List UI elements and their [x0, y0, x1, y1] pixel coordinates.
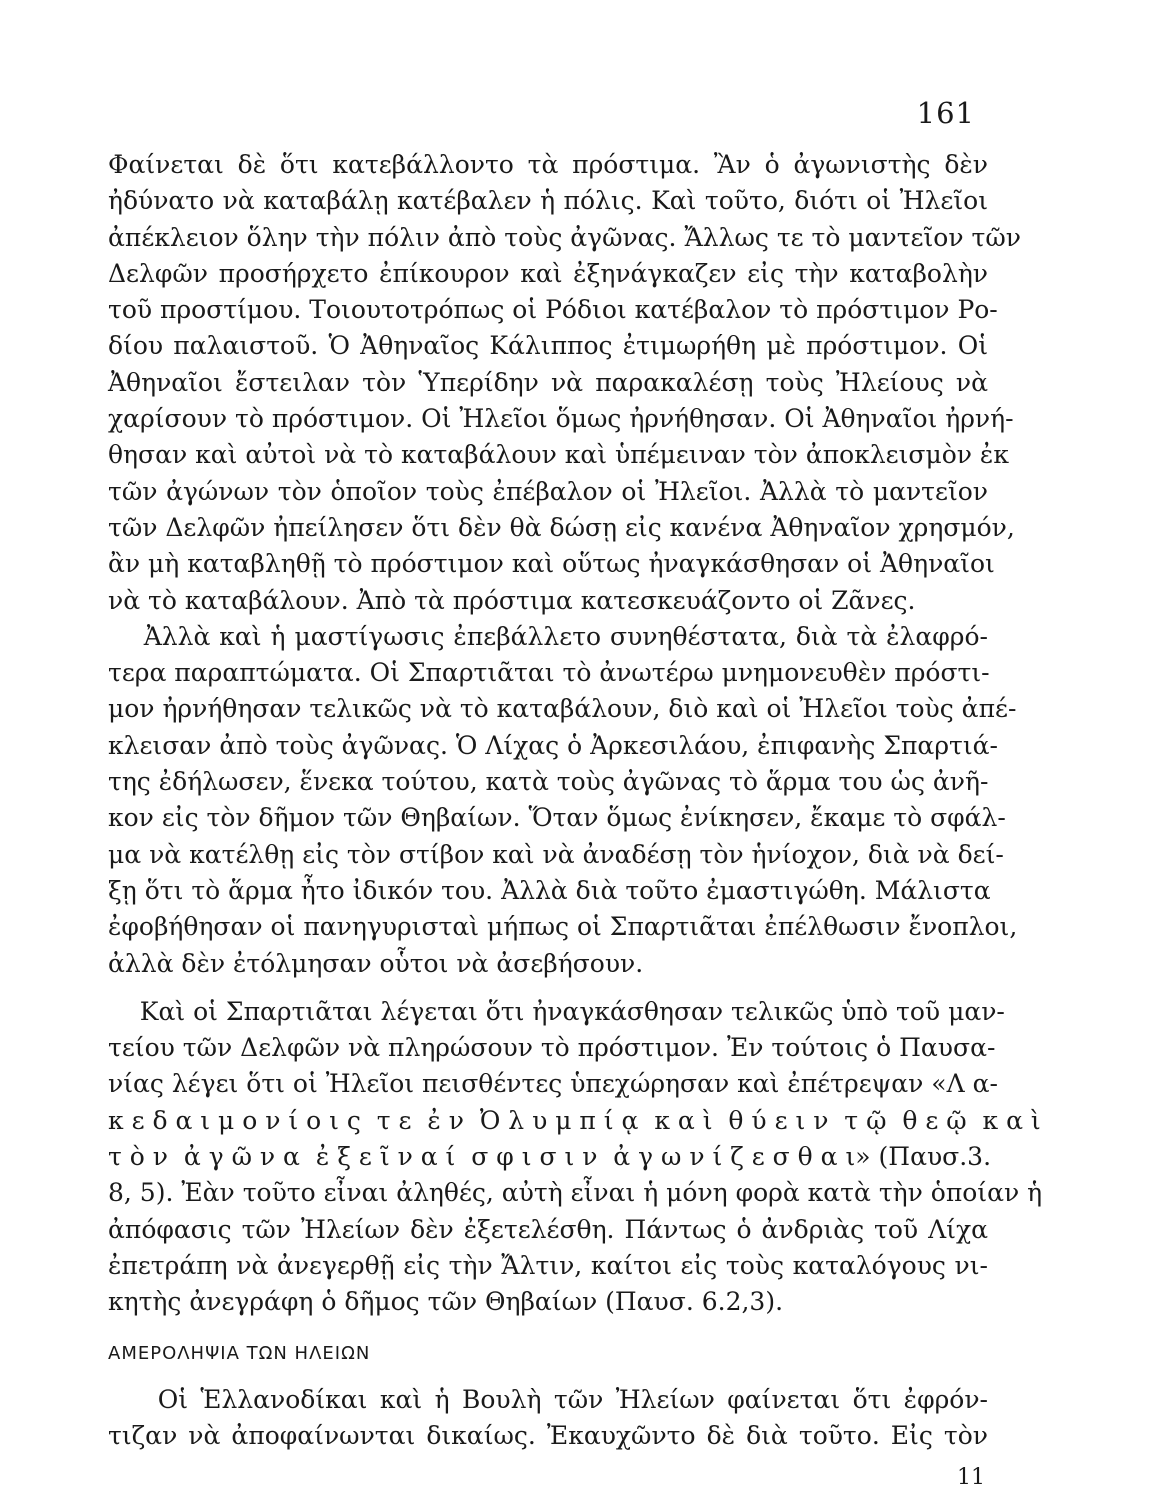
- text-line: δίου παλαιστοῦ. Ὁ Ἀθηναῖος Κάλιππος ἐτιμωρήθη μὲ πρόστιμον. Οἱ: [108, 331, 988, 361]
- text-line: ἐπετράπη νὰ ἀνεγερθῇ εἰς τὴν Ἄλτιν, καίτοι εἰς τοὺς καταλόγους νι-: [108, 1250, 988, 1280]
- text-line: ἀπέκλειον ὅλην τὴν πόλιν ἀπὸ τοὺς ἀγῶνας. Ἄλλως τε τὸ μαντεῖον τῶν: [108, 222, 1021, 252]
- text-line: ἀλλὰ δὲν ἐτόλμησαν οὗτοι νὰ ἀσεβήσουν.: [108, 948, 644, 978]
- paragraph-gap: [108, 982, 988, 994]
- page-number: 161: [916, 96, 975, 130]
- text-line: 8, 5). Ἐὰν τοῦτο εἶναι ἀληθές, αὐτὴ εἶναι ἡ μόνη φορὰ κατὰ τὴν ὁποίαν ἡ: [108, 1178, 1043, 1208]
- text-line: κλεισαν ἀπὸ τοὺς ἀγῶνας. Ὁ Λίχας ὁ Ἀρκεσιλάου, ἐπιφανὴς Σπαρτιά-: [108, 730, 998, 760]
- text-line: τῶν ἀγώνων τὸν ὁποῖον τοὺς ἐπέβαλον οἱ Ἠλεῖοι. Ἀλλὰ τὸ μαντεῖον: [108, 476, 988, 506]
- text-line: μον ἠρνήθησαν τελικῶς νὰ τὸ καταβάλουν, διὸ καὶ οἱ Ἠλεῖοι τοὺς ἀπέ-: [108, 694, 1017, 724]
- text-line: Οἱ Ἑλλανοδίκαι καὶ ἡ Βουλὴ τῶν Ἠλείων φαίνεται ὅτι ἐφρόν-: [108, 1385, 988, 1414]
- text-line: ἂν μὴ καταβληθῇ τὸ πρόστιμον καὶ οὕτως ἠναγκάσθησαν οἱ Ἀθηναῖοι: [108, 549, 995, 579]
- text-line: κ ε δ α ι μ ο ν ί ο ι ς τ ε ἐ ν Ὀ λ υ μ π ί ᾳ κ α ὶ θ ύ ε ι ν τ ῷ θ ε ῷ κ α ὶ: [108, 1105, 1041, 1135]
- section-heading: ΑΜΕΡΟΛΗΨΙΑ ΤΩΝ ΗΛΕΙΩΝ: [108, 1343, 371, 1364]
- text-line: τείου τῶν Δελφῶν νὰ πληρώσουν τὸ πρόστιμον. Ἐν τούτοις ὁ Παυσα-: [108, 1033, 996, 1063]
- text-line: τοῦ προστίμου. Τοιουτοτρόπως οἱ Ρόδιοι κατέβαλον τὸ πρόστιμον Ρο-: [108, 295, 998, 325]
- text-line: Ἀθηναῖοι ἔστειλαν τὸν Ὑπερίδην νὰ παρακαλέσῃ τοὺς Ἠλείους νὰ: [108, 367, 988, 397]
- signature-mark: 11: [957, 1465, 985, 1490]
- paragraph-2: [108, 619, 1018, 982]
- text-line: ἠδύνατο νὰ καταβάλῃ κατέβαλεν ἡ πόλις. Καὶ τοῦτο, διότι οἱ Ἠλεῖοι: [108, 186, 988, 216]
- text-line: Καὶ οἱ Σπαρτιᾶται λέγεται ὅτι ἠναγκάσθησαν τελικῶς ὑπὸ τοῦ μαν-: [108, 996, 1005, 1026]
- text-line: Δελφῶν προσήρχετο ἐπίκουρον καὶ ἐξηνάγκαζεν εἰς τὴν καταβολὴν: [108, 258, 988, 288]
- text-line: ξῃ ὅτι τὸ ἅρμα ἦτο ἰδικόν του. Ἀλλὰ διὰ τοῦτο ἐμαστιγώθη. Μάλιστα: [108, 875, 991, 905]
- text-line: κον εἰς τὸν δῆμον τῶν Θηβαίων. Ὅταν ὅμως ἐνίκησεν, ἔκαμε τὸ σφάλ-: [108, 803, 1006, 833]
- text-line: μα νὰ κατέλθῃ εἰς τὸν στίβον καὶ νὰ ἀναδέσῃ τὸν ἡνίοχον, διὰ νὰ δεί-: [108, 839, 1004, 869]
- text-line: τερα παραπτώματα. Οἱ Σπαρτιᾶται τὸ ἀνωτέρω μνημονευθὲν πρόστι-: [108, 658, 990, 688]
- text-line: ἀπόφασις τῶν Ἠλείων δὲν ἐξετελέσθη. Πάντως ὁ ἀνδριὰς τοῦ Λίχα: [108, 1214, 988, 1244]
- text-line: τ ὸ ν ἀ γ ῶ ν α ἐ ξ ε ῖ ν α ί σ φ ι σ ι ν ἀ γ ω ν ί ζ ε σ θ α ι» (Παυσ.3.: [108, 1142, 992, 1172]
- body-text: [108, 147, 1043, 1321]
- text-line: θησαν καὶ αὐτοὶ νὰ τὸ καταβάλουν καὶ ὑπέμειναν τὸν ἀποκλεισμὸν ἐκ: [108, 440, 1009, 470]
- paragraph-1: [108, 147, 1021, 619]
- text-line: νίας λέγει ὅτι οἱ Ἠλεῖοι πεισθέντες ὑπεχώρησαν καὶ ἐπέτρεψαν «Λ α-: [108, 1069, 998, 1099]
- text-line: τιζαν νὰ ἀποφαίνωνται δικαίως. Ἐκαυχῶντο δὲ διὰ τοῦτο. Εἰς τὸν: [108, 1421, 988, 1451]
- text-line: Ἀλλὰ καὶ ἡ μαστίγωσις ἐπεβάλλετο συνηθέστατα, διὰ τὰ ἐλαφρό-: [108, 621, 988, 651]
- text-line: ἐφοβήθησαν οἱ πανηγυρισταὶ μήπως οἱ Σπαρτιᾶται ἐπέλθωσιν ἔνοπλοι,: [108, 912, 1018, 942]
- paragraph-3: [108, 994, 1043, 1321]
- text-line: νὰ τὸ καταβάλουν. Ἀπὸ τὰ πρόστιμα κατεσκευάζοντο οἱ Ζᾶνες.: [108, 585, 916, 615]
- body-text-continued: [108, 1382, 988, 1455]
- text-line: κητὴς ἀνεγράφη ὁ δῆμος τῶν Θηβαίων (Παυσ. 6.2,3).: [108, 1287, 784, 1317]
- text-line: Φαίνεται δὲ ὅτι κατεβάλλοντο τὰ πρόστιμα. Ἂν ὁ ἀγωνιστὴς δὲν: [108, 150, 988, 179]
- text-line: χαρίσουν τὸ πρόστιμον. Οἱ Ἠλεῖοι ὅμως ἠρνήθησαν. Οἱ Ἀθηναῖοι ἠρνή-: [108, 404, 1014, 434]
- text-line: τῶν Δελφῶν ἠπείλησεν ὅτι δὲν θὰ δώσῃ εἰς κανένα Ἀθηναῖον χρησμόν,: [108, 512, 1015, 542]
- text-line: της ἐδήλωσεν, ἕνεκα τούτου, κατὰ τοὺς ἀγῶνας τὸ ἅρμα του ὡς ἀνῆ-: [108, 767, 989, 797]
